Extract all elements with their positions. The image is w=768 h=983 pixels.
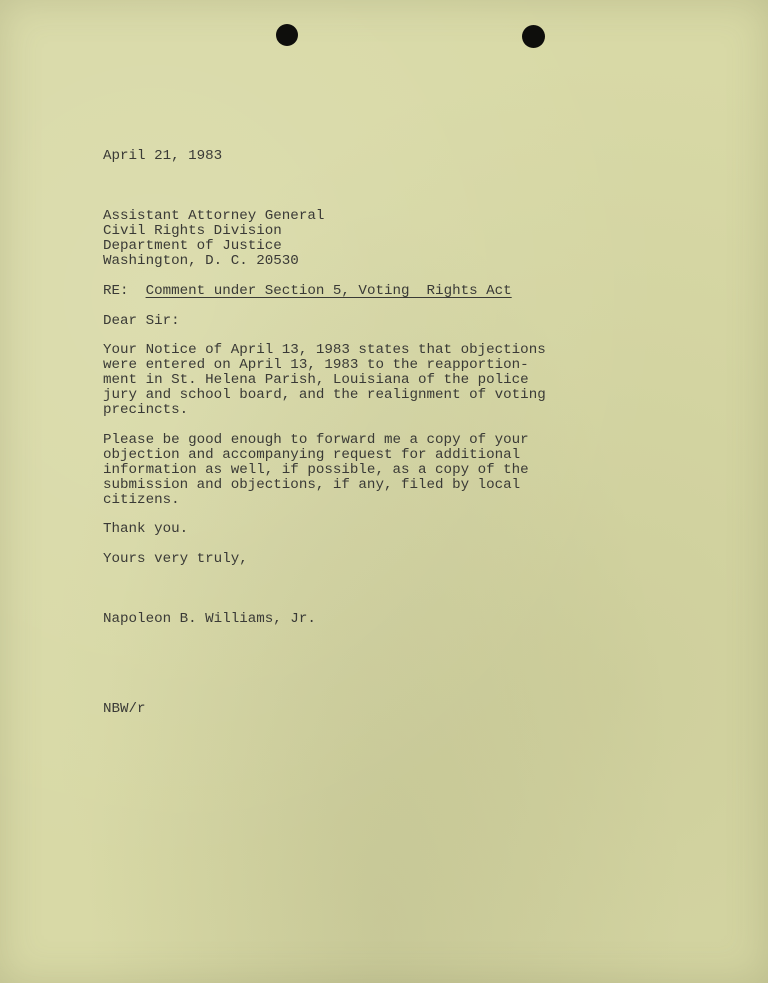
- re-subject: Comment under Section 5, Voting Rights Act: [145, 283, 512, 299]
- addressee-line: Civil Rights Division: [103, 223, 282, 239]
- re-label: RE:: [103, 283, 129, 299]
- addressee-line: Assistant Attorney General: [103, 208, 325, 224]
- paragraph-line: jury and school board, and the realignment of voting: [103, 387, 546, 403]
- addressee-block: [103, 209, 324, 269]
- thanks-line: Thank you.: [103, 521, 189, 537]
- body-paragraph-1: [103, 343, 546, 418]
- addressee-line: Washington, D. C. 20530: [103, 253, 299, 269]
- punch-hole-left: [276, 24, 298, 46]
- salutation: Dear Sir:: [103, 313, 180, 329]
- typist-initials: NBW/r: [103, 701, 146, 717]
- paragraph-line: precincts.: [103, 402, 189, 418]
- signature-name: Napoleon B. Williams, Jr.: [103, 611, 316, 627]
- letter-date: April 21, 1983: [103, 148, 223, 164]
- body-paragraph-2: [103, 433, 529, 508]
- punch-hole-right: [522, 25, 545, 48]
- paragraph-line: ment in St. Helena Parish, Louisiana of the police: [103, 372, 529, 388]
- closing-line: Yours very truly,: [103, 551, 248, 567]
- paragraph-line: submission and objections, if any, filed by local: [103, 477, 521, 493]
- addressee-line: Department of Justice: [103, 238, 282, 254]
- paragraph-line: citizens.: [103, 492, 180, 508]
- paragraph-line: information as well, if possible, as a copy of the: [103, 462, 529, 478]
- paragraph-line: were entered on April 13, 1983 to the reapportion-: [103, 357, 529, 373]
- re-line: [103, 284, 512, 299]
- paragraph-line: objection and accompanying request for additional: [103, 447, 521, 463]
- paragraph-line: Your Notice of April 13, 1983 states that objections: [103, 342, 546, 358]
- paragraph-line: Please be good enough to forward me a copy of your: [103, 432, 529, 448]
